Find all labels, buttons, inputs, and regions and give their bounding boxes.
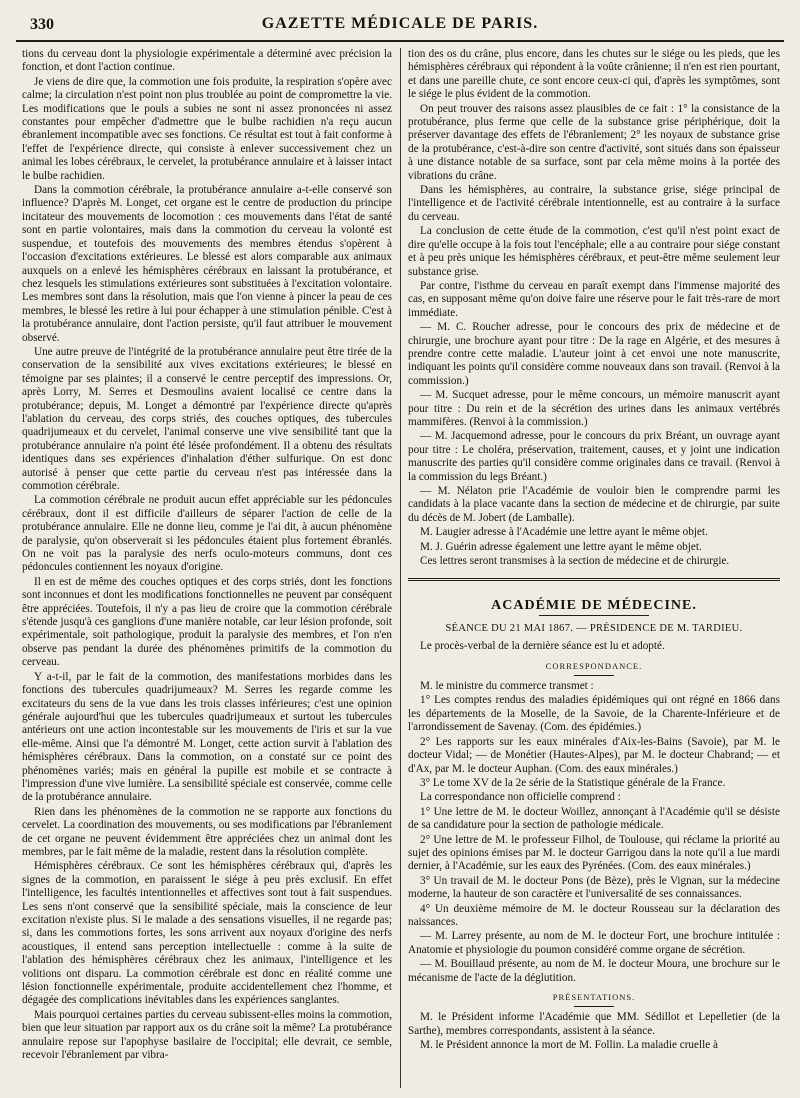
paragraph: Hémisphères cérébraux. Ce sont les hémisphères cérébraux qui, d'après les signes de la commotion, en paraissent le siége à peu près exclusif. En effet l'intelligence, les facultés intentionnelles et affectives sont tout à fait suspendues. Les sens n'ont conservé que la sensibilité spéciale, mais la conscience de leur excitation n'existe plus. Si le malade a des sensations visuelles, il ne regarde pas; si, dans les commotions fortes, les sons arrivent aux noyaux d'origine des nerfs acoustiques, il entend sans perception intellectuelle : comme à la suite de l'ablation des hémisphères cérébraux chez les animaux, l'intelligence et les volitions ont disparu. La commotion cérébrale est donc en réalité comme une lésion fonctionnelle expérimentale, produite accidentellement chez l'homme, et dégagée des complications inévitables dans les expériences sanglantes. bbox=[22, 860, 392, 1007]
paragraph: 3° Un travail de M. le docteur Pons (de Bèze), près le Vignan, sur la médecine moderne, la hauteur de son caractère et l'universalité de ses connaissances. bbox=[408, 874, 780, 901]
paragraph: — M. Nélaton prie l'Académie de vouloir bien le comprendre parmi les candidats à la place vacante dans la section de médecine et de chirurgie, par suite du décès de M. Jobert (de Lamballe). bbox=[408, 485, 780, 524]
paragraph: Rien dans les phénomènes de la commotion ne se rapporte aux fonctions du cervelet. La coordination des mouvements, ou ses modifications par l'ébranlement de cet organe ne peuvent évidemment être appréciées chez un animal dont les membres, par le fait même de la maladie, restent dans la résolution complète. bbox=[22, 805, 392, 858]
paragraph: On peut trouver des raisons assez plausibles de ce fait : 1° la consistance de la protubérance, plus ferme que celle de la substance grise périphérique, doit la préserver davantage des effets de l'ébranlement; 2° les noyaux de substance grise de la protubérance, c'est-à-dire son centre d'activité, sont situés dans son épaisseur à une distance notable de sa surface, sont par cela même moins à la portée des vibrations du crâne. bbox=[408, 102, 780, 182]
paragraph: — M. Jacquemond adresse, pour le concours du prix Bréant, un ouvrage ayant pour titre : Le choléra, préservation, traitement, causes, et y joint une indication manuscrite des parties qu'il considère comme originales dans ce travail. (Renvoi à la commission du legs Bréant.) bbox=[408, 430, 780, 483]
paragraph: M. le Président informe l'Académie que MM. Sédillot et Lepelletier (de la Sarthe), membres correspondants, assistent à la séance. bbox=[408, 1011, 780, 1037]
paragraph: La conclusion de cette étude de la commotion, c'est qu'il n'est point exact de dire qu'elle occupe à la fois tout l'encéphale; elle a au contraire pour siége constant et à peu près unique les hémisphères cérébraux, et peut-être même seulement leur substance grise. bbox=[408, 225, 780, 278]
paragraph: tions du cerveau dont la physiologie expérimentale a déterminé avec précision la fonction, et dont l'action continue. bbox=[22, 48, 392, 74]
paragraph: Il en est de même des couches optiques et des corps striés, dont les fonctions sont inconnues et dont les modifications fonctionnelles ne peuvent par conséquent être appréciées. Toutefois, il n'y a pas lieu de croire que la commotion cérébrale s'étende jusqu'à ces ganglions d'une manière notable, car leur lésion profonde, soit expérimentale, soit pathologique, produit la paralysie des membres, et l'on n'en observe pas pendant la durée des phénomènes primitifs de la commotion du cerveau. bbox=[22, 575, 392, 669]
academy-section bbox=[408, 578, 780, 1052]
subsection-heading bbox=[408, 991, 780, 1007]
paragraph: — M. Larrey présente, au nom de M. le docteur Fort, une brochure intitulée : Anatomie et physiologie du poumon considéré comme organe de sécrétion. bbox=[408, 930, 780, 956]
paragraph: 3° Le tome XV de la 2e série de la Statistique générale de la France. bbox=[420, 776, 726, 789]
paragraph: 1° Les comptes rendus des maladies épidémiques qui ont régné en 1866 dans les départements de la Moselle, de la Savoie, de la Charente-Inférieure et de l'arrondissement de Savenay. (Com. des épidémies.) bbox=[408, 694, 780, 734]
paragraph: Dans les hémisphères, au contraire, la substance grise, siége principal de l'intelligence et de l'activité cérébrale intentionnelle, est au contraire à la surface du cerveau. bbox=[408, 184, 780, 223]
left-column bbox=[22, 48, 392, 1088]
paragraph: M. le Président annonce la mort de M. Follin. La maladie cruelle à bbox=[420, 1039, 718, 1052]
paragraph: M. le ministre du commerce transmet : bbox=[420, 680, 594, 693]
paragraph: tion des os du crâne, plus encore, dans les chutes sur le siége ou les pieds, que les hémisphères cérébraux qui répondent à la voûte crânienne; il n'en est rien pourtant, et dans une pareille chute, ce sont encore ceux-ci qui, d'après les symptômes, sont le siége le plus évident de la commotion. bbox=[408, 48, 780, 101]
paragraph: 2° Une lettre de M. le professeur Filhol, de Toulouse, qui réclame la priorité au sujet des opinions émises par M. le docteur Garrigou dans la note qu'il a lue mardi dernier, à l'Académie, sur les eaux des Pyrénées. (Com. des eaux minérales.) bbox=[408, 833, 780, 873]
paragraph: La commotion cérébrale ne produit aucun effet appréciable sur les pédoncules cérébraux, dont il est difficile d'ailleurs de séparer l'action de celle de la protubérance annulaire. Elle ne donne lieu, comme je l'ai dit, à aucun phénomène de paralysie, qu'on observerait si les pédoncules étaient plus fortement ébranlés. On ne voit pas la paralysie des nerfs oculo-moteurs communs, dont ces pédoncules contiennent les noyaux d'origine. bbox=[22, 494, 392, 574]
column-divider bbox=[400, 48, 401, 1088]
paragraph: M. Laugier adresse à l'Académie une lettre ayant le même objet. bbox=[420, 526, 708, 539]
title-rule bbox=[539, 615, 649, 616]
paragraph: Dans la commotion cérébrale, la protubérance annulaire a-t-elle conservé son influence? D'après M. Longet, cet organe est le centre de production du principe incitateur des mouvements de locomotion : ces mouvements dans l'état de santé sont en partie volontaires, mais dans la commotion du cerveau la volonté est suspendue, et toutefois des mouvements des membres étendus s'opèrent à l'occasion d'excitations extérieures. Le blessé est alors comparable aux animaux auxquels on a enlevé les hémisphères cérébraux en laissant la protubérance, et chez lesquels les stimulations extérieures sont substituées à l'excitation volontaire. Les membres sont dans la résolution, mais que l'on vienne à pincer la peau de ces membres, le blessé les retire à lui pour échapper à une stimulation pénible. C'est à la protubérance annulaire, dont l'action persiste, qu'il faut attribuer le mouvement observé. bbox=[22, 184, 392, 344]
correspondance-heading: CORRESPONDANCE. bbox=[545, 660, 643, 671]
paragraph: Une autre preuve de l'intégrité de la protubérance annulaire peut être tirée de la conservation de la sensibilité aux vives excitations extérieures; le blessé en témoigne par ses plaintes; il a conservé le centre perceptif des impressions. Or, après Lorry, M. Serres et Desmoulins avaient localisé ce centre dans la protubérance; depuis, M. Longet a démontré par l'expérience directe qu'après l'ablation du cerveau, des corps striés, des couches optiques, des tubercules quadrijumeaux et du cervelet, l'animal conserve une vive sensibilité tant que la protubérance annulaire n'a point été lésée profondément. Il a obtenu des résultats identiques dans ses expériences d'inhalation d'éther sulfurique. On est donc autorisé à penser que cette partie du cerveau n'est pas intéressée dans la commotion cérébrale. bbox=[22, 345, 392, 492]
presentations-heading: PRÉSENTATIONS. bbox=[552, 992, 636, 1002]
paragraph: 1° Une lettre de M. le docteur Woillez, annonçant à l'Académie qu'il se désiste de sa candidature pour la section de pathologie médicale. bbox=[408, 805, 780, 832]
paragraph: 2° Les rapports sur les eaux minérales d'Aix-les-Bains (Savoie), par M. le docteur Vidal; — de Monétier (Hautes-Alpes), par M. le docteur Chabrand; — et d'Ax, par M. le docteur Auphan. (Com. des eaux minérales.) bbox=[408, 735, 780, 775]
paragraph: — M. C. Roucher adresse, pour le concours des prix de médecine et de chirurgie, une brochure ayant pour titre : De la rage en Algérie, et des mesures à prendre contre cette maladie. L'auteur joint à cet envoi une note manuscrite, indiquant les points qu'il considère comme nouveaux dans son travail. (Renvoi à la commission.) bbox=[408, 321, 780, 387]
paragraph: Ces lettres seront transmises à la section de médecine et de chirurgie. bbox=[420, 555, 730, 568]
paragraph: Y a-t-il, par le fait de la commotion, des manifestations morbides dans les fonctions des tubercules quadrijumeaux? M. Serres les regarde comme les excitateurs du sens de la vue dans les trois classes inférieures; c'est une opinion générale aujourd'hui que les tubercules quadrijumeaux et surtout les tubercules antérieurs ont une action incontestable sur les mouvements de l'iris et sur la vue elle-même. Ainsi que l'a démontré M. Longet, cette action survit à l'ablation des hémisphères cérébraux. Dans la commotion, on a constaté sur ce point des phénomènes variés; mais en général la pupille est mobile et se contracte à l'impression d'une vive lumière. La sensibilité spéciale est conservée, comme celle de la protubérance annulaire. bbox=[22, 670, 392, 804]
paragraph: Par contre, l'isthme du cerveau en paraît exempt dans l'immense majorité des cas, en supposant même qu'on doive faire une réserve pour le fait très-rare de mort immédiate. bbox=[408, 279, 780, 319]
paragraph: 4° Un deuxième mémoire de M. le docteur Rousseau sur la déclaration des naissances. bbox=[408, 902, 780, 928]
section-title: ACADÉMIE DE MÉDECINE. bbox=[491, 598, 697, 614]
paragraph: M. J. Guérin adresse également une lettre ayant le même objet. bbox=[420, 540, 702, 553]
session-line: SÉANCE DU 21 MAI 1867. — PRÉSIDENCE DE M. TARDIEU. bbox=[445, 622, 743, 634]
paragraph: Je viens de dire que, la commotion une fois produite, la respiration s'opère avec calme; la circulation n'est point non plus troublée au point de compromettre la vie. Les modifications que le pouls a subies ne sont ni assez prononcées ni assez constantes pour empêcher d'admettre que le bulbe rachidien n'a reçu aucun ébranlement incompatible avec ses fonctions. Ce résultat est tout à fait conforme à l'effet de l'expérience directe, qui consiste à enlever successivement chez un animal les lobes cérébraux, le cervelet, la protubérance annulaire et à laisser intact le bulbe rachidien. bbox=[22, 75, 392, 182]
subsection-heading bbox=[408, 660, 780, 676]
paragraph: Mais pourquoi certaines parties du cerveau subissent-elles moins la commotion, bien que leur situation par rapport aux os du crâne soit la même? La protubérance annulaire repose sur l'apophyse basilaire de l'occipital; elle devrait, ce semble, recevoir l'ébranlement par vibra- bbox=[22, 1008, 392, 1062]
paragraph: — M. Sucquet adresse, pour le même concours, un mémoire manuscrit ayant pour titre : Du rein et de la sécrétion des urines dans les animaux vertébrés mammifères. (Renvoi à la commission.) bbox=[408, 389, 780, 428]
page-number: 330 bbox=[30, 16, 54, 33]
paragraph: La correspondance non officielle comprend : bbox=[420, 791, 621, 804]
running-title: GAZETTE MÉDICALE DE PARIS. bbox=[261, 15, 539, 32]
paragraph: — M. Bouillaud présente, au nom de M. le docteur Moura, une brochure sur le mécanisme de l'acte de la déglutition. bbox=[408, 958, 780, 984]
right-column bbox=[408, 48, 780, 1088]
paragraph: Le procès-verbal de la dernière séance est lu et adopté. bbox=[420, 640, 665, 653]
page-header bbox=[16, 14, 784, 42]
